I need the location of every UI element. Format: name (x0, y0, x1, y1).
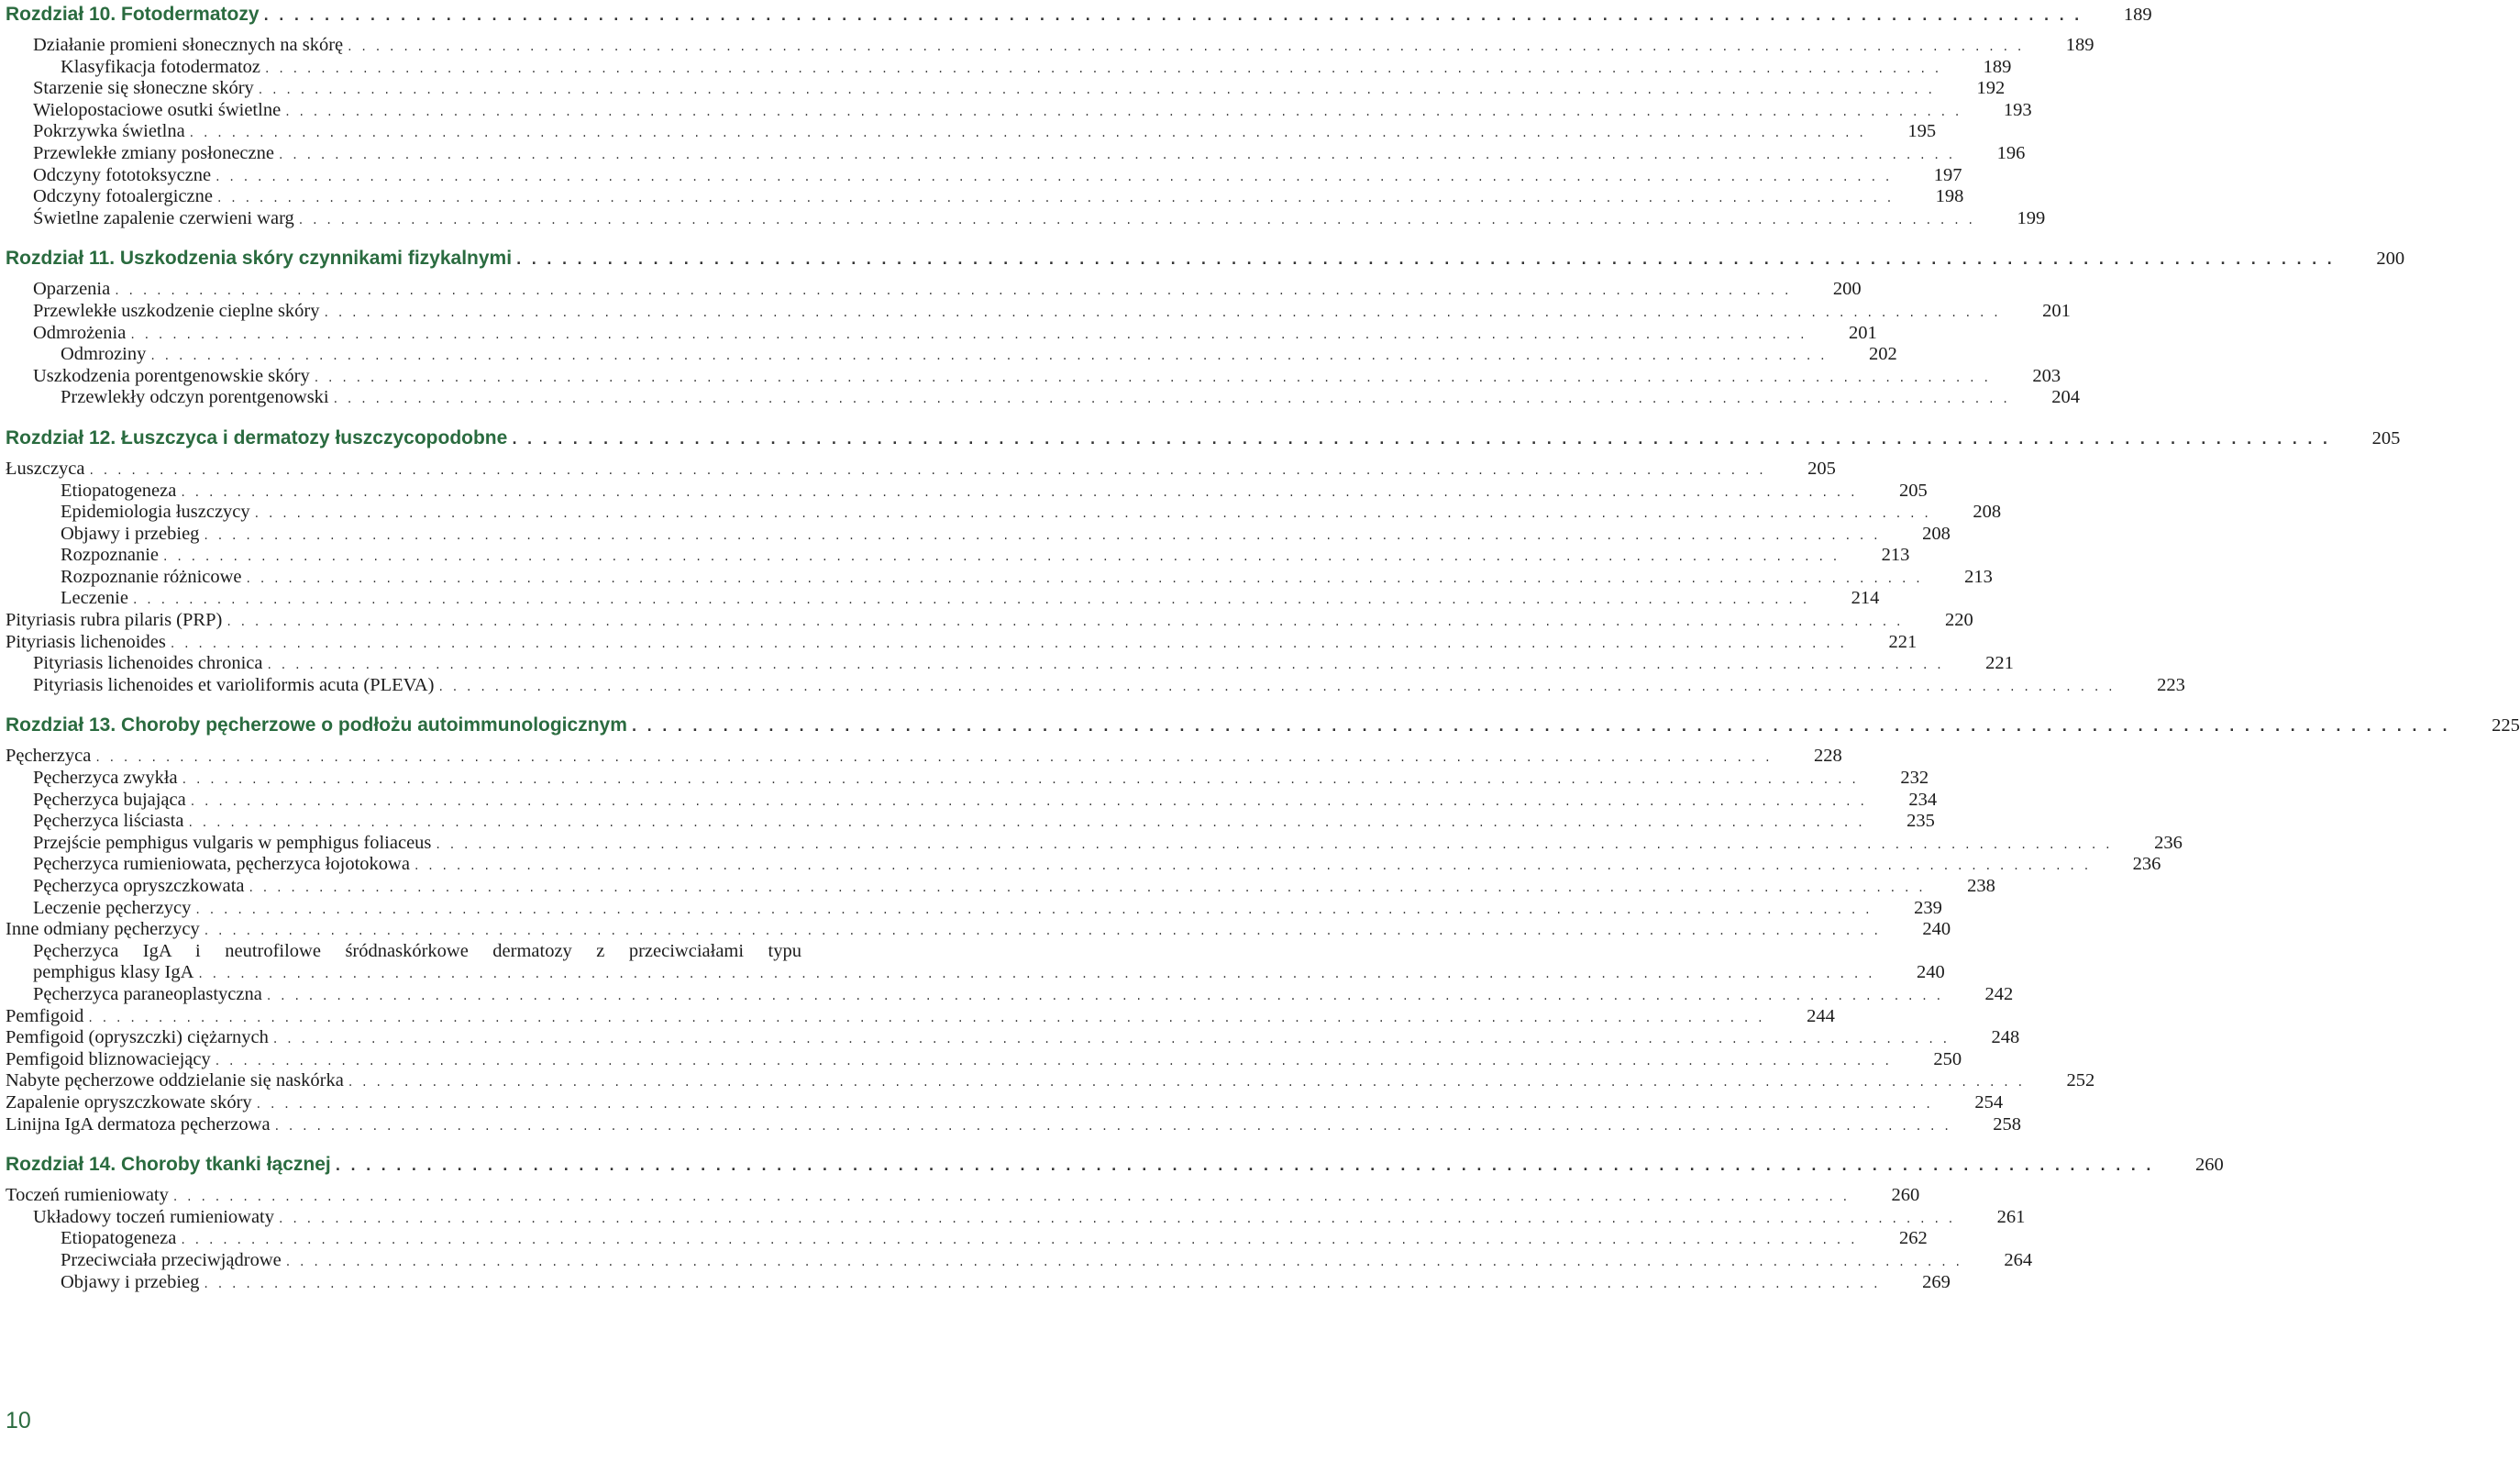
toc-page-number: 242 (1984, 983, 2014, 1004)
toc-entry-title: Klasyfikacja fotodermatoz (61, 56, 261, 77)
dot-leader: . . . . . . . . . . . . . . . . . . . . . . . . . . . . . . . . . . . . . . . . . . . . . . . . . . . . . . . . . . . . . . . . . . . . . . . . . . . . . . . . . . . . . . . . . . . . . . . . . . . . . . . . . . . . . . . . . . . . . . . . (150, 349, 1828, 364)
toc-page-number: 239 (1914, 897, 1942, 918)
toc-page-number: 238 (1967, 876, 1995, 896)
toc-entry (6, 121, 1937, 143)
toc-entry-title: Układowy toczeń rumieniowaty (33, 1206, 275, 1227)
dot-leader: . . . . . . . . . . . . . . . . . . . . . . . . . . . . . . . . . . . . . . . . . . . . . . . . . . . . . . . . . . . . . . . . . . . . . . . . . . . . . . . . . . . . . . . . . . . . . . . . . . . . . . . . . . . . . . . . . . . . . . . . (631, 720, 2450, 736)
toc-entry (6, 610, 1973, 632)
toc-entry (6, 1206, 2026, 1229)
chapter-heading (6, 714, 2520, 740)
toc-page-number: 205 (1807, 458, 1836, 479)
toc-entry-title: Świetlne zapalenie czerwieni warg (33, 207, 294, 228)
toc-entry (6, 35, 2094, 57)
dot-leader: . . . . . . . . . . . . . . . . . . . . . . . . . . . . . . . . . . . . . . . . . . . . . . . . . . . . . . . . . . . . . . . . . . . . . . . . . . . . . . . . . . . . . . . . . . . . . . . . . . . . . . . . . . . . . . . . . . . . . . . . (266, 988, 1944, 1003)
toc-entry (6, 207, 2046, 230)
toc-page-number: 269 (1922, 1271, 1951, 1292)
toc-page-number: 236 (2154, 832, 2183, 853)
toc-entry-title: Pemfigoid (6, 1005, 84, 1026)
toc-entry-title: Pemfigoid bliznowaciejący (6, 1048, 211, 1069)
dot-leader: . . . . . . . . . . . . . . . . . . . . . . . . . . . . . . . . . . . . . . . . . . . . . . . . . . . . . . . . . . . . . . . . . . . . . . . . . . . . . . . . . . . . . . . . . . . . . . . . . . . . . . . . . . . . . . . . . . . . . . . . (249, 880, 1926, 895)
dot-leader: . . . . . . . . . . . . . . . . . . . . . . . . . . . . . . . . . . . . . . . . . . . . . . . . . . . . . . . . . . . . . . . . . . . . . . . . . . . . . . . . . . . . . . . . . . . . . . . . . . . . . . . . . . . . . . . . . . . . . . . . (181, 484, 1858, 500)
dot-leader: . . . . . . . . . . . . . . . . . . . . . . . . . . . . . . . . . . . . . . . . . . . . . . . . . . . . . . . . . . . . . . . . . . . . . . . . . . . . . . . . . . . . . . . . . . . . . . . . . . . . . . . . . . . . . . . . . . . . . . . . (190, 793, 1868, 809)
toc-entry-title: Starzenie się słoneczne skóry (33, 78, 254, 99)
toc-page-number: 240 (1922, 919, 1951, 940)
toc-entry (6, 674, 2185, 697)
toc-entry-title: Pityriasis lichenoides (6, 631, 166, 652)
chapter-heading (6, 248, 2405, 273)
toc-page-number: 260 (2195, 1155, 2224, 1176)
toc-entry-title: Rozdział 11. Uszkodzenia skóry czynnikami fizykalnymi (6, 248, 513, 270)
toc-entry-title: Łuszczyca (6, 458, 85, 479)
dot-leader: . . . . . . . . . . . . . . . . . . . . . . . . . . . . . . . . . . . . . . . . . . . . . . . . . . . . . . . . . . . . . . . . . . . . . . . . . . . . . . . . . . . . . . . . . . . . . . . . . . . . . . . . . . . . . . . . . . . . . . . . (414, 858, 2092, 874)
toc-page-number: 205 (2371, 427, 2401, 448)
toc-page-number: 254 (1974, 1091, 2004, 1112)
toc-page-number: 221 (1985, 653, 2014, 674)
dot-leader: . . . . . . . . . . . . . . . . . . . . . . . . . . . . . . . . . . . . . . . . . . . . . . . . . . . . . . . . . . . . . . . . . . . . . . . . . . . . . . . . . . . . . . . . . . . . . . . . . . . . . . . . . . . . . . . . . . . . . . . . (272, 1032, 1951, 1047)
dot-leader: . . . . . . . . . . . . . . . . . . . . . . . . . . . . . . . . . . . . . . . . . . . . . . . . . . . . . . . . . . . . . . . . . . . . . . . . . . . . . . . . . . . . . . . . . . . . . . . . . . . . . . . . . . . . . . . . . . . . . . . . (216, 169, 1893, 184)
toc-page-number: 264 (2004, 1249, 2033, 1270)
toc-page-number: 248 (1991, 1027, 2020, 1048)
toc-entry-title: Pęcherzyca paraneoplastyczna (33, 983, 262, 1004)
toc-entry (6, 768, 1929, 790)
toc-entry (6, 854, 2161, 876)
toc-page-number: 193 (2003, 99, 2032, 120)
dot-leader: . . . . . . . . . . . . . . . . . . . . . . . . . . . . . . . . . . . . . . . . . . . . . . . . . . . . . . . . . . . . . . . . . . . . . . . . . . . . . . . . . . . . . . . . . . . . . . . . . . . . . . . . . . . . . . . . . . . . . . . . (204, 1276, 1881, 1291)
toc-entry-title: Przeciwciała przeciwjądrowe (61, 1249, 282, 1270)
toc-entry (6, 832, 2183, 855)
toc-page-number: 252 (2066, 1070, 2095, 1091)
toc-entry-title: Pityriasis rubra pilaris (PRP) (6, 610, 223, 631)
toc-page-number: 208 (1973, 502, 2002, 523)
dot-leader: . . . . . . . . . . . . . . . . . . . . . . . . . . . . . . . . . . . . . . . . . . . . . . . . . . . . . . . . . . . . . . . . . . . . . . . . . . . . . . . . . . . . . . . . . . . . . . . . . . . . . . . . . . . . . . . . . . . . . . . . (132, 592, 1810, 608)
toc-entry-title: Objawy i przebieg (61, 1271, 200, 1292)
toc-entry-title: Rozpoznanie różnicowe (61, 566, 242, 587)
toc-entry-title: Odmroziny (61, 344, 147, 365)
toc-page-number: 228 (1813, 746, 1842, 767)
toc-entry (6, 279, 1862, 301)
toc-entry (6, 56, 2012, 79)
toc-entry-title: Przewlekłe uszkodzenie cieplne skóry (33, 300, 320, 321)
toc-entry-title: Linijna IgA dermatoza pęcherzowa (6, 1113, 271, 1134)
toc-entry-title: Toczeń rumieniowaty (6, 1185, 169, 1206)
toc-page-number: 221 (1888, 631, 1918, 652)
dot-leader: . . . . . . . . . . . . . . . . . . . . . . . . . . . . . . . . . . . . . . . . . . . . . . . . . . . . . . . . . . . . . . . . . . . . . . . . . . . . . . . . . . . . . . . . . . . . . . . . . . . . . . . . . . . . . . . . . . . . . . . . (263, 9, 2083, 24)
dot-leader: . . . . . . . . . . . . . . . . . . . . . . . . . . . . . . . . . . . . . . . . . . . . . . . . . . . . . . . . . . . . . . . . . . . . . . . . . . . . . . . . . . . . . . . . . . . . . . . . . . . . . . . . . . . . . . . . . . . . . . . . (274, 1118, 1951, 1134)
toc-page-number: 214 (1851, 588, 1880, 609)
dot-leader: . . . . . . . . . . . . . . . . . . . . . . . . . . . . . . . . . . . . . . . . . . . . . . . . . . . . . . . . . . . . . . . . . . . . . . . . . . . . . . . . . . . . . . . . . . . . . . . . . . . . . . . . . . . . . . . . . . . . . . . . (335, 1159, 2154, 1175)
toc-entry-title: Wielopostaciowe osutki świetlne (33, 99, 282, 120)
toc-entry (6, 1228, 1928, 1250)
toc-entry (6, 1070, 2095, 1092)
dot-leader: . . . . . . . . . . . . . . . . . . . . . . . . . . . . . . . . . . . . . . . . . . . . . . . . . . . . . . . . . . . . . . . . . . . . . . . . . . . . . . . . . . . . . . . . . . . . . . . . . . . . . . . . . . . . . . . . . . . . . . . . (348, 39, 2025, 54)
toc-page-number: 240 (1917, 962, 1945, 983)
toc-entry-title: Rozpoznanie (61, 545, 160, 566)
dot-leader: . . . . . . . . . . . . . . . . . . . . . . . . . . . . . . . . . . . . . . . . . . . . . . . . . . . . . . . . . . . . . . . . . . . . . . . . . . . . . . . . . . . . . . . . . . . . . . . . . . . . . . . . . . . . . . . . . . . . . . . . (227, 614, 1904, 630)
toc-entry-title: Pityriasis lichenoides chronica (33, 653, 263, 674)
dot-leader: . . . . . . . . . . . . . . . . . . . . . . . . . . . . . . . . . . . . . . . . . . . . . . . . . . . . . . . . . . . . . . . . . . . . . . . . . . . . . . . . . . . . . . . . . . . . . . . . . . . . . . . . . . . . . . . . . . . . . . . . (189, 126, 1867, 141)
toc-entry (6, 897, 1942, 920)
toc-page-number: 198 (1935, 186, 1964, 207)
dot-leader: . . . . . . . . . . . . . . . . . . . . . . . . . . . . . . . . . . . . . . . . . . . . . . . . . . . . . . . . . . . . . . . . . . . . . . . . . . . . . . . . . . . . . . . . . . . . . . . . . . . . . . . . . . . . . . . . . . . . . . . . (438, 679, 2116, 694)
toc-page-number: 201 (1848, 322, 1877, 343)
dot-leader: . . . . . . . . . . . . . . . . . . . . . . . . . . . . . . . . . . . . . . . . . . . . . . . . . . . . . . . . . . . . . . . . . . . . . . . . . . . . . . . . . . . . . . . . . . . . . . . . . . . . . . . . . . . . . . . . . . . . . . . . (324, 304, 2001, 320)
dot-leader: . . . . . . . . . . . . . . . . . . . . . . . . . . . . . . . . . . . . . . . . . . . . . . . . . . . . . . . . . . . . . . . . . . . . . . . . . . . . . . . . . . . . . . . . . . . . . . . . . . . . . . . . . . . . . . . . . . . . . . . . (204, 527, 1881, 543)
dot-leader: . . . . . . . . . . . . . . . . . . . . . . . . . . . . . . . . . . . . . . . . . . . . . . . . . . . . . . . . . . . . . . . . . . . . . . . . . . . . . . . . . . . . . . . . . . . . . . . . . . . . . . . . . . . . . . . . . . . . . . . . (198, 967, 1875, 982)
toc-entry-title: Etiopatogeneza (61, 1228, 177, 1249)
toc-entry (6, 588, 1880, 610)
toc-page-number: 213 (1964, 566, 1993, 587)
toc-page-number: 208 (1922, 523, 1951, 544)
chapter-heading (6, 4, 2152, 29)
toc-entry (6, 322, 1877, 345)
toc-entry-title: Pemfigoid (opryszczki) ciężarnych (6, 1027, 269, 1048)
dot-leader: . . . . . . . . . . . . . . . . . . . . . . . . . . . . . . . . . . . . . . . . . . . . . . . . . . . . . . . . . . . . . . . . . . . . . . . . . . . . . . . . . . . . . . . . . . . . . . . . . . . . . . . . . . . . . . . . . . . . . . . . (314, 370, 1992, 385)
dot-leader: . . . . . . . . . . . . . . . . . . . . . . . . . . . . . . . . . . . . . . . . . . . . . . . . . . . . . . . . . . . . . . . . . . . . . . . . . . . . . . . . . . . . . . . . . . . . . . . . . . . . . . . . . . . . . . . . . . . . . . . . (215, 1053, 1893, 1068)
dot-leader: . . . . . . . . . . . . . . . . . . . . . . . . . . . . . . . . . . . . . . . . . . . . . . . . . . . . . . . . . . . . . . . . . . . . . . . . . . . . . . . . . . . . . . . . . . . . . . . . . . . . . . . . . . . . . . . . . . . . . . . . (254, 506, 1932, 522)
toc-page-number: 258 (1993, 1113, 2021, 1134)
toc-entry (6, 78, 2006, 100)
toc-entry (6, 365, 2061, 388)
toc-page-number: 199 (2017, 207, 2046, 228)
toc-entry (6, 1048, 1962, 1071)
toc-entry (6, 1271, 1951, 1294)
toc-page-number: 244 (1807, 1005, 1835, 1026)
toc-entry (6, 164, 1962, 187)
dot-leader: . . . . . . . . . . . . . . . . . . . . . . . . . . . . . . . . . . . . . . . . . . . . . . . . . . . . . . . . . . . . . . . . . . . . . . . . . . . . . . . . . . . . . . . . . . . . . . . . . . . . . . . . . . . . . . . . . . . . . . . . (298, 212, 1976, 227)
toc-entry-title: Pęcherzyca (6, 746, 92, 767)
toc-page-number: 196 (1996, 142, 2026, 163)
toc-entry (6, 387, 2081, 409)
toc-entry-title: Pęcherzyca rumieniowata, pęcherzyca łojotokowa (33, 854, 410, 875)
dot-leader: . . . . . . . . . . . . . . . . . . . . . . . . . . . . . . . . . . . . . . . . . . . . . . . . . . . . . . . . . . . . . . . . . . . . . . . . . . . . . . . . . . . . . . . . . . . . . . . . . . . . . . . . . . . . . . . . . . . . . . . . (217, 191, 1895, 206)
chapter-heading (6, 426, 2401, 453)
toc-entry-title: Pęcherzyca IgA i neutrofilowe śródnaskórkowe dermatozy z przeciwciałami typu (33, 940, 801, 961)
dot-leader: . . . . . . . . . . . . . . . . . . . . . . . . . . . . . . . . . . . . . . . . . . . . . . . . . . . . . . . . . . . . . . . . . . . . . . . . . . . . . . . . . . . . . . . . . . . . . . . . . . . . . . . . . . . . . . . . . . . . . . . . (195, 902, 1873, 917)
toc-page-number: 204 (2051, 387, 2081, 408)
toc-entry-title: Inne odmiany pęcherzycy (6, 919, 200, 940)
toc-entry (6, 545, 1910, 567)
dot-leader: . . . . . . . . . . . . . . . . . . . . . . . . . . . . . . . . . . . . . . . . . . . . . . . . . . . . . . . . . . . . . . . . . . . . . . . . . . . . . . . . . . . . . . . . . . . . . . . . . . . . . . . . . . . . . . . . . . . . . . . . (436, 836, 2113, 852)
toc-entry (6, 99, 2032, 122)
toc-page-number: 250 (1933, 1048, 1962, 1069)
toc-entry-title: Działanie promieni słonecznych na skórę (33, 35, 344, 55)
toc-page-number: 262 (1899, 1228, 1928, 1249)
dot-leader: . . . . . . . . . . . . . . . . . . . . . . . . . . . . . . . . . . . . . . . . . . . . . . . . . . . . . . . . . . . . . . . . . . . . . . . . . . . . . . . . . . . . . . . . . . . . . . . . . . . . . . . . . . . . . . . . . . . . . . . . (182, 772, 1860, 788)
toc-entry-title: Rozdział 14. Choroby tkanki łącznej (6, 1154, 331, 1176)
toc-entry-title: Nabyte pęcherzowe oddzielanie się naskórka (6, 1070, 344, 1091)
toc-page-number: 201 (2042, 300, 2071, 321)
dot-leader: . . . . . . . . . . . . . . . . . . . . . . . . . . . . . . . . . . . . . . . . . . . . . . . . . . . . . . . . . . . . . . . . . . . . . . . . . . . . . . . . . . . . . . . . . . . . . . . . . . . . . . . . . . . . . . . . . . . . . . . . (285, 1254, 1963, 1269)
dot-leader: . . . . . . . . . . . . . . . . . . . . . . . . . . . . . . . . . . . . . . . . . . . . . . . . . . . . . . . . . . . . . . . . . . . . . . . . . . . . . . . . . . . . . . . . . . . . . . . . . . . . . . . . . . . . . . . . . . . . . . . . (170, 636, 1848, 651)
toc-page-number: 232 (1900, 768, 1929, 789)
toc-entry (6, 789, 1938, 812)
toc-entry (6, 1091, 2004, 1114)
toc-page-number: 261 (1996, 1206, 2026, 1227)
dot-leader: . . . . . . . . . . . . . . . . . . . . . . . . . . . . . . . . . . . . . . . . . . . . . . . . . . . . . . . . . . . . . . . . . . . . . . . . . . . . . . . . . . . . . . . . . . . . . . . . . . . . . . . . . . . . . . . . . . . . . . . . (285, 104, 1962, 119)
toc-entry (6, 940, 1945, 984)
dot-leader: . . . . . . . . . . . . . . . . . . . . . . . . . . . . . . . . . . . . . . . . . . . . . . . . . . . . . . . . . . . . . . . . . . . . . . . . . . . . . . . . . . . . . . . . . . . . . . . . . . . . . . . . . . . . . . . . . . . . . . . . (172, 1190, 1851, 1205)
toc-entry-title: Odczyny fotoalergiczne (33, 186, 213, 207)
dot-leader: . . . . . . . . . . . . . . . . . . . . . . . . . . . . . . . . . . . . . . . . . . . . . . . . . . . . . . . . . . . . . . . . . . . . . . . . . . . . . . . . . . . . . . . . . . . . . . . . . . . . . . . . . . . . . . . . . . . . . . . . (130, 327, 1807, 342)
toc-entry (6, 876, 1995, 898)
page-number: 10 (6, 1408, 31, 1433)
toc-entry (6, 653, 2014, 675)
toc-page-number: 202 (1869, 344, 1897, 365)
toc-entry-title: Odmrożenia (33, 322, 127, 343)
toc-entry-title: Etiopatogeneza (61, 480, 177, 501)
toc-entry-title: Rozdział 10. Fotodermatozy (6, 4, 260, 25)
dot-leader: . . . . . . . . . . . . . . . . . . . . . . . . . . . . . . . . . . . . . . . . . . . . . . . . . . . . . . . . . . . . . . . . . . . . . . . . . . . . . . . . . . . . . . . . . . . . . . . . . . . . . . . . . . . . . . . . . . . . . . . . (246, 570, 1923, 586)
toc-entry (6, 344, 1897, 366)
toc-entry-title: Pityriasis lichenoides et varioliformis acuta (PLEVA) (33, 674, 435, 695)
toc-page-number: 189 (1983, 56, 2012, 77)
toc-entry-title: Pęcherzyca zwykła (33, 768, 178, 789)
toc-entry-title: Zapalenie opryszczkowate skóry (6, 1091, 252, 1112)
dot-leader: . . . . . . . . . . . . . . . . . . . . . . . . . . . . . . . . . . . . . . . . . . . . . . . . . . . . . . . . . . . . . . . . . . . . . . . . . . . . . . . . . . . . . . . . . . . . . . . . . . . . . . . . . . . . . . . . . . . . . . . . (333, 392, 2011, 407)
dot-leader: . . . . . . . . . . . . . . . . . . . . . . . . . . . . . . . . . . . . . . . . . . . . . . . . . . . . . . . . . . . . . . . . . . . . . . . . . . . . . . . . . . . . . . . . . . . . . . . . . . . . . . . . . . . . . . . . . . . . . . . . (516, 253, 2336, 269)
toc-entry-title: Objawy i przebieg (61, 523, 200, 544)
dot-leader: . . . . . . . . . . . . . . . . . . . . . . . . . . . . . . . . . . . . . . . . . . . . . . . . . . . . . . . . . . . . . . . . . . . . . . . . . . . . . . . . . . . . . . . . . . . . . . . . . . . . . . . . . . . . . . . . . . . . . . . . (181, 1233, 1858, 1248)
toc-page-number: 189 (2065, 35, 2094, 55)
toc-entry (6, 1005, 1835, 1028)
toc-entry-title-cont: pemphigus klasy IgA (33, 962, 194, 983)
toc-entry-title: Leczenie (61, 588, 128, 609)
toc-entry-title: Przewlekły odczyn porentgenowski (61, 387, 329, 408)
toc-page-number: 200 (1832, 279, 1862, 300)
toc-entry-title: Epidemiologia łuszczycy (61, 502, 250, 523)
toc-entry (6, 746, 1842, 768)
toc-entry (6, 1027, 2020, 1049)
toc-page-number: 234 (1908, 789, 1938, 810)
dot-leader: . . . . . . . . . . . . . . . . . . . . . . . . . . . . . . . . . . . . . . . . . . . . . . . . . . . . . . . . . . . . . . . . . . . . . . . . . . . . . . . . . . . . . . . . . . . . . . . . . . . . . . . . . . . . . . . . . . . . . . . . (115, 283, 1792, 299)
toc-entry-title: Przejście pemphigus vulgaris w pemphigus foliaceus (33, 832, 432, 853)
toc-entry (6, 523, 1951, 546)
toc-page-number: 200 (2376, 249, 2405, 270)
toc-entry (6, 811, 1935, 833)
toc-entry-title: Odczyny fototoksyczne (33, 164, 212, 185)
toc-page-number: 192 (1976, 78, 2006, 99)
toc-entry-title: Pęcherzyca bujająca (33, 789, 186, 810)
toc-page-number: 235 (1907, 811, 1935, 832)
dot-leader: . . . . . . . . . . . . . . . . . . . . . . . . . . . . . . . . . . . . . . . . . . . . . . . . . . . . . . . . . . . . . . . . . . . . . . . . . . . . . . . . . . . . . . . . . . . . . . . . . . . . . . . . . . . . . . . . . . . . . . . . (89, 462, 1766, 478)
toc-page-number: 195 (1907, 121, 1937, 142)
toc-page-number: 220 (1944, 610, 1973, 631)
toc-entry-title: Uszkodzenia porentgenowskie skóry (33, 365, 310, 386)
toc-page-number: 223 (2157, 674, 2185, 695)
toc-entry (6, 1185, 1920, 1207)
dot-leader: . . . . . . . . . . . . . . . . . . . . . . . . . . . . . . . . . . . . . . . . . . . . . . . . . . . . . . . . . . . . . . . . . . . . . . . . . . . . . . . . . . . . . . . . . . . . . . . . . . . . . . . . . . . . . . . . . . . . . . . . (267, 658, 1944, 673)
toc-page-number: 260 (1891, 1185, 1920, 1206)
toc-page-number: 189 (2123, 5, 2152, 25)
toc-entry (6, 458, 1836, 481)
toc-page-number: 213 (1881, 545, 1910, 566)
dot-leader: . . . . . . . . . . . . . . . . . . . . . . . . . . . . . . . . . . . . . . . . . . . . . . . . . . . . . . . . . . . . . . . . . . . . . . . . . . . . . . . . . . . . . . . . . . . . . . . . . . . . . . . . . . . . . . . . . . . . . . . . (278, 147, 1956, 162)
toc-entry (6, 186, 1964, 208)
toc-entry (6, 631, 1918, 654)
dot-leader: . . . . . . . . . . . . . . . . . . . . . . . . . . . . . . . . . . . . . . . . . . . . . . . . . . . . . . . . . . . . . . . . . . . . . . . . . . . . . . . . . . . . . . . . . . . . . . . . . . . . . . . . . . . . . . . . . . . . . . . . (348, 1075, 2026, 1090)
toc-page-number: 236 (2132, 854, 2161, 875)
toc-entry (6, 1113, 2021, 1136)
toc-entry-title: Pęcherzyca liściasta (33, 811, 184, 832)
dot-leader: . . . . . . . . . . . . . . . . . . . . . . . . . . . . . . . . . . . . . . . . . . . . . . . . . . . . . . . . . . . . . . . . . . . . . . . . . . . . . . . . . . . . . . . . . . . . . . . . . . . . . . . . . . . . . . . . . . . . . . . . (512, 432, 2331, 448)
toc-entry (6, 502, 2002, 524)
table-of-contents (6, 4, 2520, 1293)
toc-entry-title: Rozdział 12. Łuszczyca i dermatozy łuszczycopodobne (6, 426, 508, 448)
toc-entry (6, 919, 1951, 941)
toc-entry-title: Pęcherzyca opryszczkowata (33, 876, 245, 896)
toc-page-number: 203 (2032, 365, 2061, 386)
dot-leader: . . . . . . . . . . . . . . . . . . . . . . . . . . . . . . . . . . . . . . . . . . . . . . . . . . . . . . . . . . . . . . . . . . . . . . . . . . . . . . . . . . . . . . . . . . . . . . . . . . . . . . . . . . . . . . . . . . . . . . . . (188, 815, 1865, 831)
toc-entry-title: Rozdział 13. Choroby pęcherzowe o podłożu autoimmunologicznym (6, 714, 627, 736)
toc-entry (6, 983, 2014, 1006)
toc-entry-title: Oparzenia (33, 279, 111, 300)
toc-entry-title: Przewlekłe zmiany posłoneczne (33, 142, 274, 163)
toc-entry (6, 566, 1993, 589)
dot-leader: . . . . . . . . . . . . . . . . . . . . . . . . . . . . . . . . . . . . . . . . . . . . . . . . . . . . . . . . . . . . . . . . . . . . . . . . . . . . . . . . . . . . . . . . . . . . . . . . . . . . . . . . . . . . . . . . . . . . . . . . (258, 83, 1936, 98)
toc-entry (6, 480, 1928, 503)
toc-page-number: 205 (1899, 480, 1928, 501)
toc-entry (6, 142, 2026, 165)
dot-leader: . . . . . . . . . . . . . . . . . . . . . . . . . . . . . . . . . . . . . . . . . . . . . . . . . . . . . . . . . . . . . . . . . . . . . . . . . . . . . . . . . . . . . . . . . . . . . . . . . . . . . . . . . . . . . . . . . . . . . . . . (279, 1211, 1956, 1226)
dot-leader: . . . . . . . . . . . . . . . . . . . . . . . . . . . . . . . . . . . . . . . . . . . . . . . . . . . . . . . . . . . . . . . . . . . . . . . . . . . . . . . . . . . . . . . . . . . . . . . . . . . . . . . . . . . . . . . . . . . . . . . . (88, 1010, 1765, 1025)
toc-page-number: 197 (1933, 164, 1962, 185)
dot-leader: . . . . . . . . . . . . . . . . . . . . . . . . . . . . . . . . . . . . . . . . . . . . . . . . . . . . . . . . . . . . . . . . . . . . . . . . . . . . . . . . . . . . . . . . . . . . . . . . . . . . . . . . . . . . . . . . . . . . . . . . (256, 1096, 1934, 1112)
dot-leader: . . . . . . . . . . . . . . . . . . . . . . . . . . . . . . . . . . . . . . . . . . . . . . . . . . . . . . . . . . . . . . . . . . . . . . . . . . . . . . . . . . . . . . . . . . . . . . . . . . . . . . . . . . . . . . . . . . . . . . . . (265, 61, 1942, 76)
dot-leader: . . . . . . . . . . . . . . . . . . . . . . . . . . . . . . . . . . . . . . . . . . . . . . . . . . . . . . . . . . . . . . . . . . . . . . . . . . . . . . . . . . . . . . . . . . . . . . . . . . . . . . . . . . . . . . . . . . . . . . . . (204, 924, 1882, 939)
toc-entry-title: Leczenie pęcherzycy (33, 897, 192, 918)
chapter-heading (6, 1154, 2224, 1179)
toc-entry-title: Pokrzywka świetlna (33, 121, 185, 142)
toc-entry (6, 300, 2071, 323)
dot-leader: . . . . . . . . . . . . . . . . . . . . . . . . . . . . . . . . . . . . . . . . . . . . . . . . . . . . . . . . . . . . . . . . . . . . . . . . . . . . . . . . . . . . . . . . . . . . . . . . . . . . . . . . . . . . . . . . . . . . . . . . (95, 750, 1773, 766)
toc-entry (6, 1249, 2033, 1272)
toc-page-number: 225 (2492, 715, 2520, 736)
dot-leader: . . . . . . . . . . . . . . . . . . . . . . . . . . . . . . . . . . . . . . . . . . . . . . . . . . . . . . . . . . . . . . . . . . . . . . . . . . . . . . . . . . . . . . . . . . . . . . . . . . . . . . . . . . . . . . . . . . . . . . . . (163, 549, 1840, 565)
